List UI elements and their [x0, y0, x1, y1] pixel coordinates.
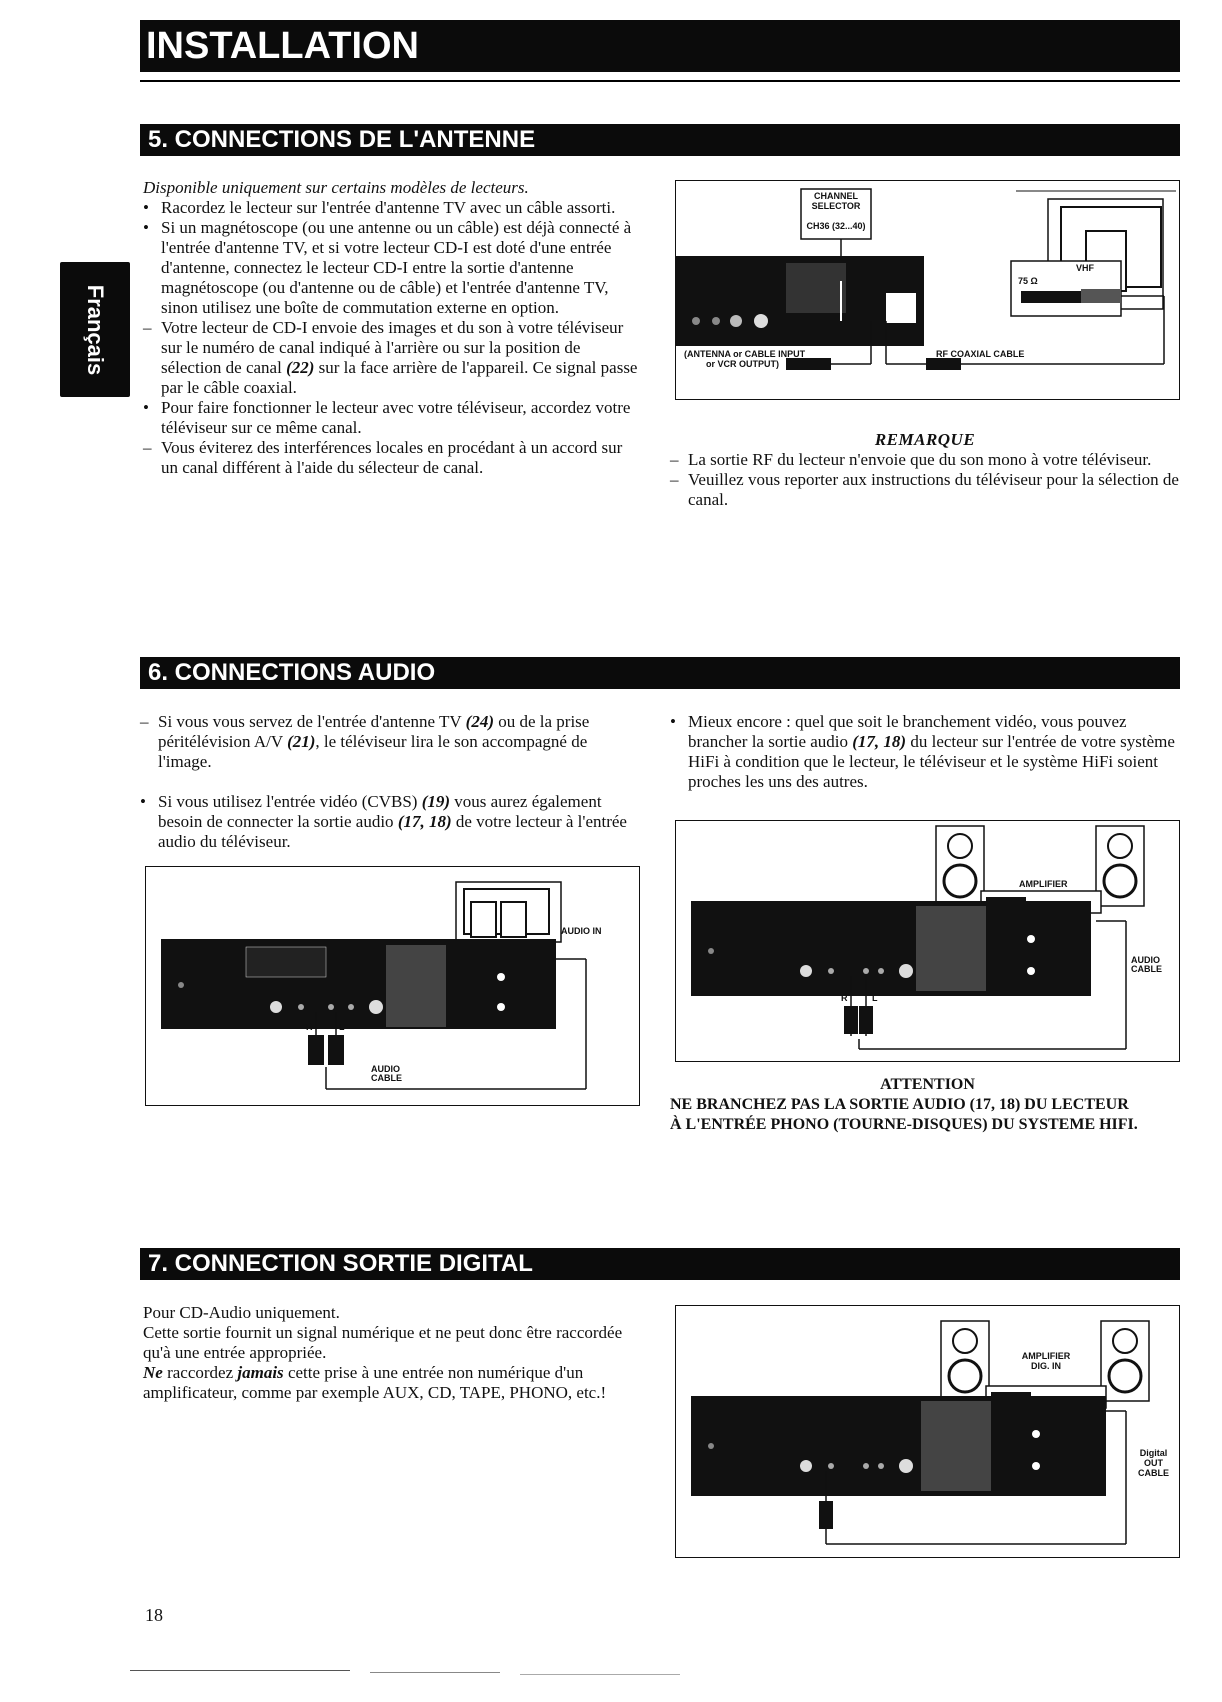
remark-block [670, 430, 1180, 510]
list-item: – Veuillez vous reporter aux instructions du téléviseur pour la sélection de canal. [670, 470, 1179, 509]
antenna-input-label: (ANTENNA or CABLE INPUT [684, 349, 806, 359]
digital-diagram [675, 1305, 1180, 1558]
amplifier-label: AMPLIFIER [1021, 1351, 1071, 1361]
section5-intro: Disponible uniquement sur certains modèles de lecteurs. [143, 178, 529, 197]
section7-p3: Ne raccordez jamais cette prise à une entrée non numérique d'un amplificateur, comme par exemple AUX, CD, TAPE, PHONO, etc.! [143, 1363, 607, 1402]
list-item: – Si vous vous servez de l'entrée d'antenne TV (24) ou de la prise péritélévision A/V (21), le téléviseur lira le son accompagné de l'image. [140, 712, 590, 771]
cable-label: CABLE [1138, 1468, 1169, 1478]
audio-cable-label: AUDIO CABLE [371, 1064, 402, 1083]
attention-line2: À L'ENTRÉE PHONO (TOURNE-DISQUES) DU SYSTEME HIFI. [670, 1116, 1138, 1133]
channel-range-label: CH36 (32...40) [806, 221, 866, 231]
attention-line1: NE BRANCHEZ PAS LA SORTIE AUDIO (17, 18) DU LECTEUR [670, 1096, 1129, 1113]
page-number: 18 [145, 1605, 163, 1625]
attention-title: ATTENTION [880, 1076, 975, 1093]
audio-tv-diagram [145, 866, 640, 1106]
attention-block [670, 1075, 1185, 1135]
scan-artifact [520, 1674, 680, 1675]
l-label: L [339, 1022, 345, 1032]
list-item: • Pour faire fonctionner le lecteur avec votre téléviseur, accordez votre téléviseur sur ce même canal. [143, 398, 631, 437]
language-tab-label: Français [83, 284, 108, 375]
audio-cable-label: AUDIO CABLE [1131, 955, 1162, 974]
language-tab [60, 262, 130, 397]
player-rear-panel [161, 939, 556, 1029]
list-item: – Votre lecteur de CD-I envoie des images et du son à votre téléviseur sur le numéro de canal indiqué à l'arrière ou sur la position de sélection de canal (22) sur la face arrière de l'appareil. Ce signal passe par le câble coaxial. [143, 318, 638, 397]
section7-title-bar [140, 1248, 1180, 1280]
page-title: INSTALLATION [140, 20, 1180, 72]
rf-cable-label: RF COAXIAL CABLE [936, 349, 1025, 359]
section7-p1: Pour CD-Audio uniquement. [143, 1303, 340, 1322]
section5-text [143, 178, 643, 478]
amplifier-label: AMPLIFIER [1019, 879, 1068, 889]
antenna-diagram [675, 180, 1180, 400]
channel-selector-label: CHANNEL SELECTOR [811, 191, 861, 211]
dig-in-label: DIG. IN [1030, 1361, 1061, 1371]
player-rear-panel [691, 1396, 1106, 1496]
digital-label: Digital [1139, 1448, 1168, 1458]
section6-left-list [140, 712, 630, 852]
list-item: • Si un magnétoscope (ou une antenne ou un câble) est déjà connecté à l'entrée d'antenne TV, et si votre lecteur CD-I est doté d'une entrée d'antenne, connectez le lecteur CD-I entre la sortie d'antenne magnétoscope (ou d'antenne ou de câble) et l'entrée d'antenne TV, sinon utilisez une boîte de commutation externe en option. [143, 218, 632, 317]
audio-hifi-diagram [675, 820, 1180, 1062]
list-item: • Si vous utilisez l'entrée vidéo (CVBS) (19) vous aurez également besoin de connecter la sortie audio (17, 18) de votre lecteur à l'entrée audio du téléviseur. [140, 792, 627, 851]
section6-title: 6. CONNECTIONS AUDIO [148, 659, 436, 686]
section7-text [143, 1303, 638, 1403]
audio-hifi-drawing [676, 821, 1178, 1060]
r-label: R [306, 1022, 313, 1032]
section5-title: 5. CONNECTIONS DE L'ANTENNE [148, 126, 536, 153]
header-rule [140, 80, 1180, 82]
section5-list [143, 198, 643, 478]
list-item: • Mieux encore : quel que soit le branchement vidéo, vous pouvez brancher la sortie audio (17, 18) du lecteur sur l'entrée de votre système HiFi à condition que le lecteur, le téléviseur et le système HiFi soient proches les uns des autres. [670, 712, 1175, 791]
out-label: OUT [1144, 1458, 1163, 1468]
l-label: L [872, 993, 878, 1003]
digital-drawing [676, 1306, 1178, 1556]
section7-title: 7. CONNECTION SORTIE DIGITAL [148, 1250, 533, 1277]
audio-in-label: AUDIO IN [561, 926, 602, 936]
scan-artifact [130, 1670, 350, 1671]
list-item: • Racordez le lecteur sur l'entrée d'antenne TV avec un câble assorti. [143, 198, 616, 217]
section7-p2: Cette sortie fournit un signal numérique et ne peut donc être raccordée qu'à une entrée appropriée. [143, 1323, 623, 1362]
list-item: – Vous éviterez des interférences locales en procédant à un accord sur un canal différent à l'aide du sélecteur de canal. [143, 438, 623, 477]
section6-right-list [670, 712, 1180, 792]
remark-title: REMARQUE [874, 430, 976, 449]
section6-right-text [670, 712, 1180, 792]
section6-left-text [140, 712, 630, 852]
scan-artifact [370, 1672, 500, 1673]
ohm-label: 75 Ω [1018, 276, 1038, 286]
list-item: – La sortie RF du lecteur n'envoie que du son mono à votre téléviseur. [670, 450, 1152, 469]
r-label: R [841, 993, 848, 1003]
remark-list [670, 450, 1180, 510]
vcr-output-label: or VCR OUTPUT) [706, 359, 779, 369]
section6-title-bar [140, 657, 1180, 689]
player-rear-panel [691, 901, 1091, 996]
vhf-label: VHF [1076, 263, 1094, 273]
section5-title-bar [140, 124, 1180, 156]
